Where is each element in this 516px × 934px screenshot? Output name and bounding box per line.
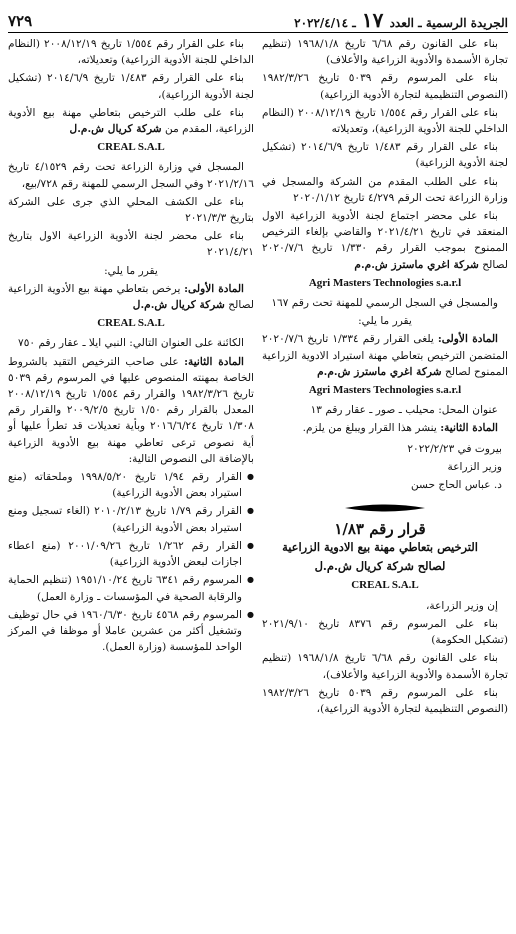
recital: المسجل في وزارة الزراعة تحت رقم ٤/١٥٢٩ تاريخ ٢٠٢١/٢/١٦ وفي السجل الرسمي للمهنة رقم ٧٢٨/بيع، bbox=[8, 161, 254, 190]
recital: بناء على الطلب المقدم من الشركة والمسجل في وزارة الزراعة تحت الرقم ٤/٢٧٩ تاريخ ٢٠٢٠/١/١٢ bbox=[262, 175, 508, 204]
company-latin-name: Agri Masters Technologies s.a.r.l bbox=[308, 384, 462, 397]
company-name: شركة كريال ش.م.ل bbox=[132, 299, 225, 312]
article-2 bbox=[8, 354, 254, 467]
article-label: المادة الثانية: bbox=[184, 355, 244, 368]
recital-text: بناء على طلب الترخيص بتعاطي مهنة بيع الأدوية الزراعية، المقدم من bbox=[8, 106, 254, 136]
decides-heading: يقرر ما يلي: bbox=[104, 264, 158, 277]
sign-place-date: بيروت في ٢٠٢٢/٢/٢٣ bbox=[407, 442, 502, 455]
article-text: على صاحب الترخيص التقيد بالشروط الخاصة بمهنته المنصوص عليها في المرسوم رقم ٥٠٣٩ تاريخ ١٩٨٢/٣/٢٦ والقرار رقم ١/٥٥٤ تاريخ ٢٠٠٨/١٢/١٩ المعدل بالقرار رقم ١/٥٠ تاريخ ٢٠٠٩/٢/٥ والقرار رقم ١/٣٠٨ تاريخ ٢٠١٦/٦/٢٤ وبأية تعديلات قد تطرأ عليها أو أية نصوص ترعى تعاطي مهنة بيع الأدوية الزراعية بالإضافة الى النصوص التالية: bbox=[8, 355, 254, 465]
sign-title: وزير الزراعة bbox=[447, 460, 502, 473]
recital: بناء على القانون رقم ٦/٦٨ تاريخ ١٩٦٨/١/٨ (تنظيم تجارة الأسمدة والأدوية الزراعية والأعلاف)، bbox=[262, 652, 508, 681]
issue-number: ١٧ bbox=[361, 8, 384, 32]
shop-address: عنوان المحل: محيلب ـ صور ـ عقار رقم ١٣ bbox=[310, 404, 498, 417]
article-text: ينشر هذا القرار ويبلغ من يلزم. bbox=[302, 422, 437, 435]
decides-heading: يقرر ما يلي: bbox=[358, 315, 412, 328]
recital: بناء على القرار رقم ١/٥٥٤ تاريخ ٢٠٠٨/١٢/١٩ (النظام الداخلي للجنة الأدوية الزراعية) وتعديلاته، bbox=[8, 38, 254, 67]
recital: بناء على المرسوم رقم ٥٠٣٩ تاريخ ١٩٨٢/٣/٢٦ (النصوص التنظيمية لتجارة الأدوية الزراعية)، bbox=[262, 686, 508, 715]
list-item: ● القرار رقم ١/٧٩ تاريخ ٢٠١٠/٢/١٣ (الغاء تسجيل ومنع استيراد بعض الأدوية الزراعية) bbox=[8, 503, 254, 535]
recital: بناء على القرار رقم ١/٤٨٣ تاريخ ٢٠١٤/٦/٩ (تشكيل لجنة الأدوية الزراعية) bbox=[262, 141, 508, 170]
company-name: شركة اغري ماسترز ش.م.م bbox=[354, 258, 479, 271]
article-label: المادة الأولى: bbox=[437, 333, 498, 346]
recital: بناء على القرار رقم ١/٥٥٤ تاريخ ٢٠٠٨/١٢/١٩ (النظام الداخلي للجنة الأدوية الزراعية)، وتعديلاته bbox=[262, 106, 508, 136]
decision-subtitle: لصالح شركة كريال ش.م.ل bbox=[314, 559, 446, 574]
article-text: يلغى القرار رقم ١/٣٣٤ تاريخ ٢٠٢٠/٧/٦ المتضمن الترخيص بتعاطي مهنة استيراد الادوية الزراعية الممنوح لصالح bbox=[262, 333, 508, 378]
signature-block bbox=[262, 441, 508, 494]
recital: بناء على المرسوم رقم ٨٣٧٦ تاريخ ٢٠٢١/٩/١٠ (تشكيل الحكومة) bbox=[262, 617, 508, 647]
recital bbox=[8, 105, 254, 137]
article-2 bbox=[262, 420, 508, 436]
gazette-issue bbox=[294, 8, 508, 32]
company-latin-name: CREAL S.A.L bbox=[351, 579, 419, 592]
recital: والمسجل في السجل الرسمي للمهنة تحت رقم ١٦٧ bbox=[271, 297, 498, 310]
section-separator bbox=[262, 501, 508, 515]
article-1 bbox=[8, 281, 254, 313]
gazette-name: الجريدة الرسمية ـ العدد bbox=[389, 16, 508, 30]
recital: بناء على الكشف المحلي الذي جرى على الشركة بتاريخ ٢٠٢١/٣/٣ bbox=[8, 195, 254, 225]
decision-title: قرار رقم ١/٨٣ bbox=[334, 520, 426, 539]
recital: بناء على محضر لجنة الأدوية الزراعية الاول بتاريخ ٢٠٢١/٤/٢١ bbox=[8, 230, 254, 259]
list-item: ● القرار رقم ١/٢٦٢ تاريخ ٢٠٠١/٠٩/٢٦ (منع اعطاء اجازات لبعض الأدوية الزراعية) bbox=[8, 538, 254, 570]
list-item: ● القرار رقم ١/٩٤ تاريخ ١٩٩٨/٥/٢٠ وملحقاته (منع استيراد بعض الأدوية الزراعية) bbox=[8, 469, 254, 501]
article-text: يرخص بتعاطي مهنة بيع الأدوية الزراعية لصالح bbox=[8, 282, 254, 312]
list-item: ● المرسوم رقم ٦٣٤١ تاريخ ١٩٥١/١٠/٢٤ (تنظيم الحماية والرقابة الصحية في المؤسسات ـ وزارة العمل) bbox=[8, 572, 254, 604]
issue-date: ـ ٢٠٢٢/٤/١٤ bbox=[294, 16, 356, 30]
article-label: المادة الثانية: bbox=[440, 422, 498, 435]
shop-location: الكائنة على العنوان التالي: النبي ايلا ـ عقار رقم ٧٥٠ bbox=[18, 337, 244, 350]
sign-name: د. عباس الحاج حسن bbox=[410, 479, 502, 492]
regulations-list bbox=[8, 469, 254, 655]
company-latin-name: CREAL S.A.L bbox=[97, 141, 165, 154]
page-header bbox=[8, 6, 508, 33]
left-column bbox=[8, 36, 254, 657]
company-latin-name: CREAL S.A.L bbox=[97, 317, 165, 330]
company-name: شركة اغري ماسترز ش.م.م bbox=[317, 365, 442, 378]
page-number: ٧٢٩ bbox=[8, 12, 33, 30]
recital-text: بناء على محضر اجتماع لجنة الأدوية الزراعية الاول المنعقد في تاريخ ٢٠٢١/٤/٢١ والقاضي بإلغاء الترخيص الممنوح بموجب القرار رقم ١/٣٣٠ تاريخ ٢٠٢٠/٧/٦ لصالح bbox=[262, 210, 508, 271]
right-column bbox=[262, 36, 508, 719]
company-name: شركة كريال ش.م.ل bbox=[69, 123, 162, 136]
minister-intro: إن وزير الزراعة، bbox=[426, 599, 498, 612]
recital: بناء على القانون رقم ٦/٦٨ تاريخ ١٩٦٨/١/٨ (تنظيم تجارة الأسمدة والأدوية الزراعية والأعلاف) bbox=[262, 38, 508, 67]
company-latin-name: Agri Masters Technologies s.a.r.l bbox=[308, 276, 462, 289]
article-1 bbox=[262, 331, 508, 380]
list-item: ● المرسوم رقم ٤٥٦٨ تاريخ ١٩٦٠/٦/٣٠ في حال توظيف وتشغيل أكثر من عشرين عاملا أو موظفا في المركز الواحد للمؤسسة (وزارة العمل). bbox=[8, 607, 254, 656]
recital: بناء على القرار رقم ١/٤٨٣ تاريخ ٢٠١٤/٦/٩ (تشكيل لجنة الأدوية الزراعية)، bbox=[8, 72, 254, 101]
article-label: المادة الأولى: bbox=[184, 282, 244, 295]
decision-subtitle: الترخيص بتعاطي مهنة بيع الادوية الزراعية bbox=[282, 540, 478, 555]
recital: بناء على المرسوم رقم ٥٠٣٩ تاريخ ١٩٨٢/٣/٢٦ (النصوص التنظيمية لتجارة الأدوية الزراعية) bbox=[262, 72, 508, 101]
recital bbox=[262, 208, 508, 273]
ornament-separator-icon bbox=[345, 503, 425, 513]
